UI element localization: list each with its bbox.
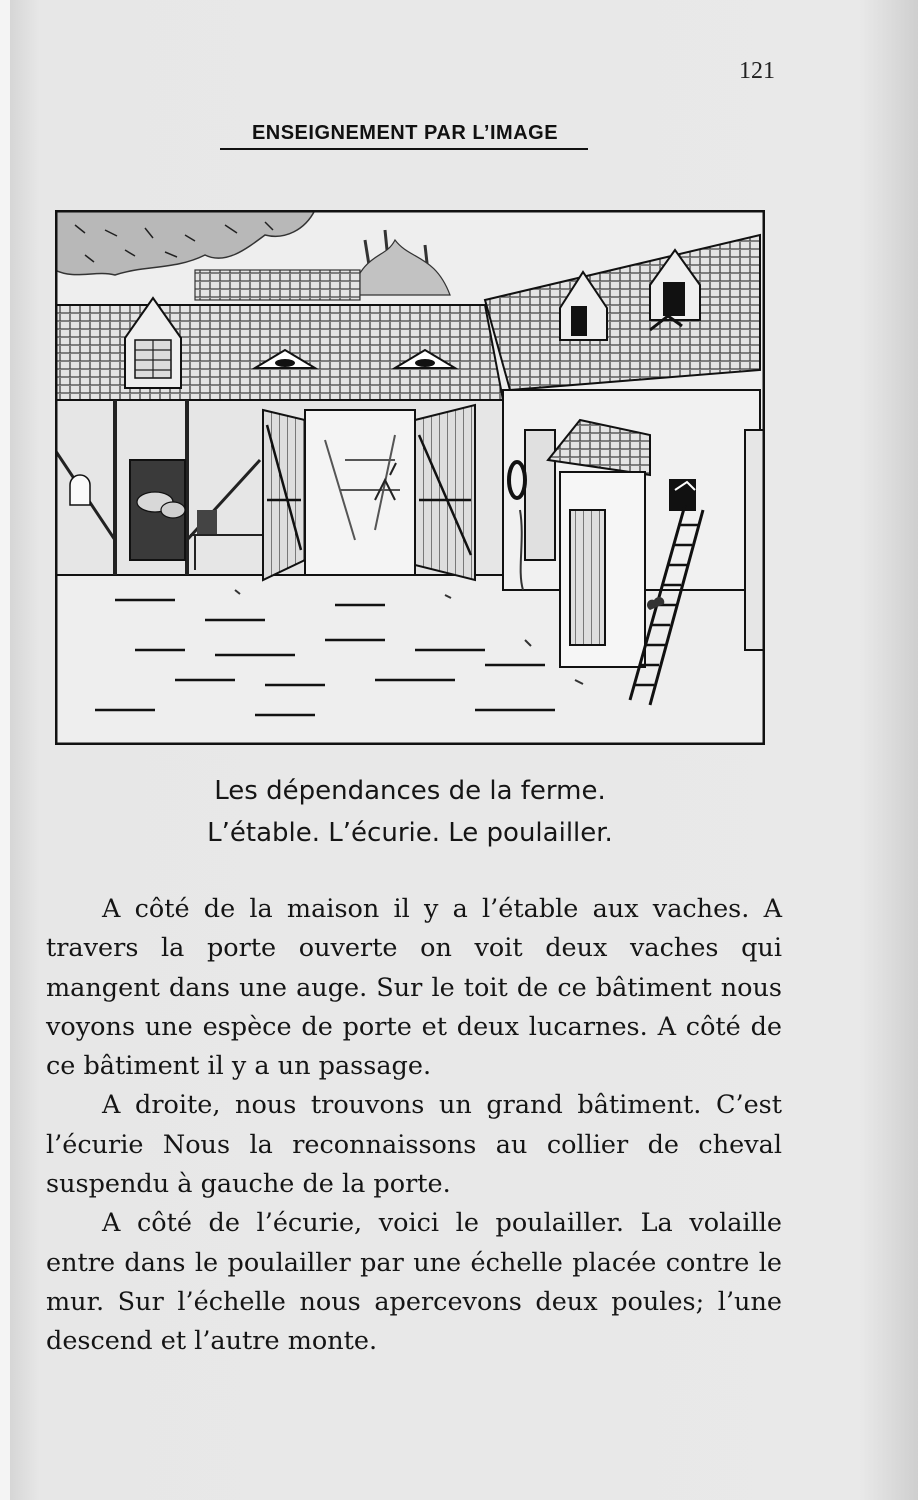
paragraph-horse-stable: A droite, nous trouvons un grand bâtiment. C’est l’écurie Nous la reconnaissons au collier de cheval suspendu à gauche de la porte. xyxy=(46,1090,782,1200)
passage-gate xyxy=(263,405,475,580)
page-spine-edge xyxy=(0,0,10,1500)
page-number: 121 xyxy=(739,58,775,84)
caption-subtitle: L’étable. L’écurie. Le poulailler. xyxy=(207,818,613,848)
body-text xyxy=(46,890,782,1362)
paragraph-henhouse: A côté de l’écurie, voici le poulailler. La volaille entre dans le poulailler par une échelle placée contre le mur. Sur l’échelle nous apercevons deux poules; l’une descend et l’autre monte. xyxy=(46,1208,782,1357)
section-title: ENSEIGNEMENT PAR L’IMAGE xyxy=(180,122,630,145)
caption-title: Les dépendances de la ferme. xyxy=(214,776,606,806)
farm-outbuildings-illustration xyxy=(55,210,765,745)
paragraph-stable: A côté de la maison il y a l’étable aux vaches. A travers la porte ouverte on voit deux vaches qui mangent dans une auge. Sur le toit de ce bâtiment nous voyons une espèce de porte et deux lucarnes. A côté de ce bâtiment il y a un passage. xyxy=(46,894,782,1082)
